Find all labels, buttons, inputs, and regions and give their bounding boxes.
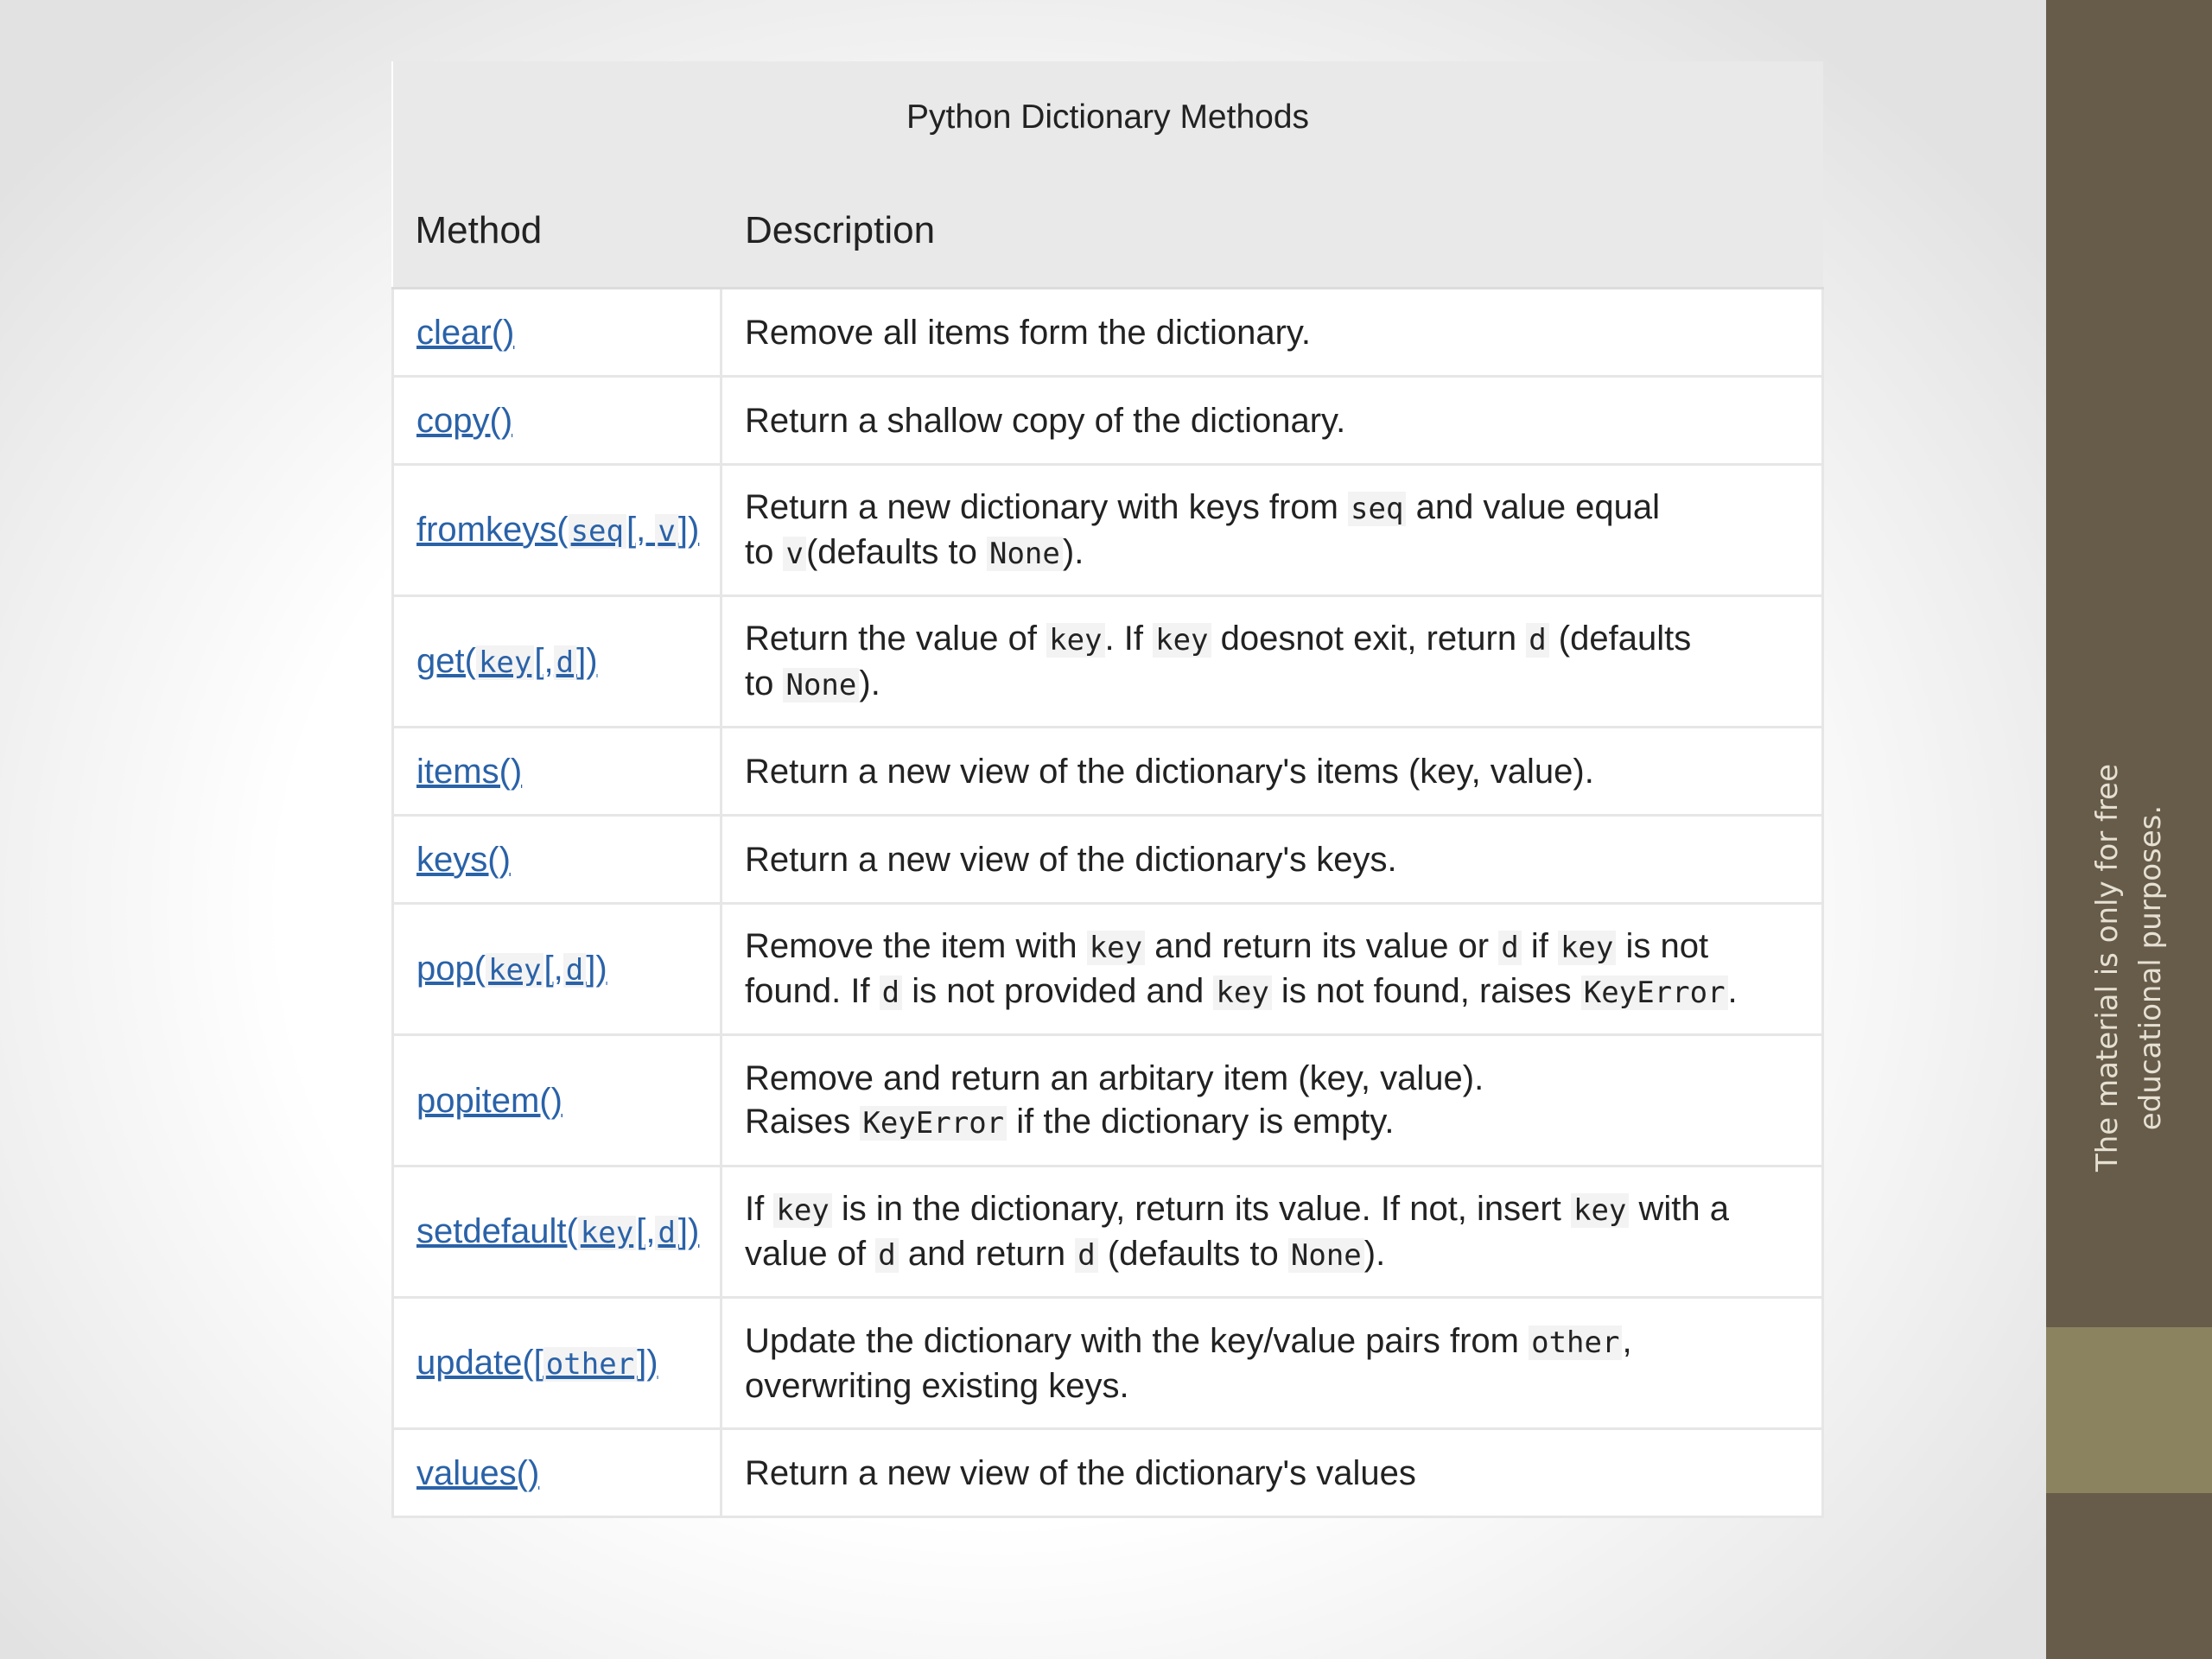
method-param: d [655, 1216, 677, 1250]
table-caption-row [393, 61, 1823, 174]
method-param: key [578, 1216, 636, 1250]
inline-code: d [1498, 931, 1521, 965]
method-name-part: popitem() [416, 1081, 563, 1120]
inline-code: d [875, 1238, 898, 1273]
method-cell [393, 289, 721, 377]
method-name-part: items() [416, 752, 523, 791]
method-cell [393, 465, 721, 596]
method-cell [393, 728, 721, 816]
description-text: is in the dictionary, return its value. If not, insert [831, 1189, 1571, 1228]
sidebar-accent-block [2046, 1327, 2212, 1493]
description-text: to [745, 532, 784, 571]
description-text: Return a shallow copy of the dictionary. [745, 401, 1346, 440]
table-row [393, 289, 1823, 377]
description-text: If [745, 1189, 774, 1228]
inline-code: seq [1348, 492, 1406, 526]
description-line [745, 531, 1799, 575]
method-name-part: ]) [586, 949, 607, 988]
method-link[interactable] [416, 1212, 699, 1250]
description-cell [721, 377, 1823, 465]
method-link[interactable] [416, 753, 522, 791]
description-cell [721, 465, 1823, 596]
method-name-part: keys() [416, 840, 511, 879]
description-text: is not found, raises [1271, 971, 1581, 1010]
description-cell [721, 904, 1823, 1035]
description-line [745, 1187, 1799, 1232]
description-line [745, 925, 1799, 969]
sidebar-disclaimer-text: The material is only for free educational purposes. [2090, 763, 2168, 1173]
method-name-part: ]) [576, 641, 598, 680]
description-text: Remove and return an arbitary item (key, value). [745, 1058, 1484, 1097]
description-cell [721, 596, 1823, 728]
description-text: . If [1104, 619, 1154, 658]
table-row [393, 1298, 1823, 1429]
description-line [745, 1319, 1799, 1364]
description-line [745, 399, 1799, 442]
methods-table [391, 61, 1824, 1518]
method-name-part: ]) [677, 510, 700, 549]
description-line [745, 1452, 1799, 1495]
method-link[interactable] [416, 511, 699, 549]
description-cell [721, 1298, 1823, 1429]
method-link[interactable] [416, 1454, 539, 1492]
inline-code: KeyError [1581, 976, 1728, 1010]
description-text: Return a new view of the dictionary's values [745, 1453, 1416, 1492]
method-link[interactable] [416, 314, 514, 352]
method-link[interactable] [416, 1082, 563, 1120]
description-text: , [1622, 1321, 1632, 1360]
method-column-header: Method [393, 174, 721, 289]
inline-code: key [1571, 1193, 1629, 1228]
inline-code: d [1075, 1238, 1097, 1273]
table-row [393, 1166, 1823, 1298]
description-text: ). [1062, 532, 1084, 571]
description-text: to [745, 664, 784, 702]
description-line [745, 750, 1799, 793]
method-name-part: copy() [416, 401, 513, 440]
description-line [745, 311, 1799, 354]
table-row [393, 1429, 1823, 1517]
description-cell [721, 1166, 1823, 1298]
inline-code: KeyError [860, 1106, 1007, 1141]
description-text: Return a new view of the dictionary's items (key, value). [745, 752, 1594, 791]
method-name-part: ]) [677, 1211, 700, 1250]
method-link[interactable] [416, 950, 607, 988]
description-text: found. If [745, 971, 880, 1010]
description-text: Update the dictionary with the key/value pairs from [745, 1321, 1529, 1360]
right-sidebar-band [2046, 0, 2212, 1659]
description-text: (defaults [1548, 619, 1692, 658]
method-cell [393, 1298, 721, 1429]
description-text: Return a new dictionary with keys from [745, 487, 1349, 526]
table-header-row [393, 174, 1823, 289]
table-row [393, 596, 1823, 728]
table-row [393, 816, 1823, 904]
method-link[interactable] [416, 642, 598, 680]
description-cell [721, 816, 1823, 904]
method-name-part: ]) [637, 1343, 658, 1382]
description-text: with a [1629, 1189, 1729, 1228]
method-name-part: setdefault( [416, 1211, 578, 1250]
description-text: Raises [745, 1102, 861, 1141]
method-name-part: fromkeys( [416, 510, 569, 549]
method-name-part: [, [626, 510, 656, 549]
inline-code: key [773, 1193, 831, 1228]
description-text: is not provided and [902, 971, 1214, 1010]
description-text: Return a new view of the dictionary's keys. [745, 840, 1397, 879]
table-body [393, 289, 1823, 1517]
description-text: value of [745, 1234, 876, 1273]
inline-code: d [1526, 623, 1548, 658]
inline-code: key [1558, 931, 1616, 965]
method-name-part: [, [534, 641, 554, 680]
table-row [393, 728, 1823, 816]
table-row [393, 377, 1823, 465]
description-line [745, 969, 1799, 1014]
description-line [745, 617, 1799, 662]
inline-code: None [987, 537, 1063, 571]
description-text: Return the value of [745, 619, 1047, 658]
description-text: and return its value or [1145, 926, 1499, 965]
method-name-part: values() [416, 1453, 540, 1492]
description-text: overwriting existing keys. [745, 1366, 1129, 1405]
method-name-part: update([ [416, 1343, 543, 1382]
description-text: if the dictionary is empty. [1007, 1102, 1395, 1141]
method-param: key [476, 645, 534, 680]
method-param: d [563, 953, 586, 988]
table-row [393, 904, 1823, 1035]
method-cell [393, 904, 721, 1035]
method-cell [393, 816, 721, 904]
method-name-part: get( [416, 641, 476, 680]
description-text: doesnot exit, return [1211, 619, 1527, 658]
description-line [745, 1057, 1799, 1100]
description-text: if [1521, 926, 1558, 965]
inline-code: d [880, 976, 902, 1010]
table-title: Python Dictionary Methods [393, 61, 1823, 174]
table-row [393, 465, 1823, 596]
inline-code: other [1529, 1325, 1622, 1360]
method-param: key [486, 953, 543, 988]
description-line [745, 662, 1799, 707]
method-name-part: pop( [416, 949, 486, 988]
method-link[interactable] [416, 1344, 658, 1382]
inline-code: key [1087, 931, 1145, 965]
inline-code: None [783, 668, 859, 702]
method-name-part: [, [636, 1211, 656, 1250]
method-param: v [655, 514, 677, 549]
inline-code: v [783, 537, 805, 571]
description-line [745, 838, 1799, 881]
table-row [393, 1035, 1823, 1166]
inline-code: key [1153, 623, 1211, 658]
description-cell [721, 289, 1823, 377]
description-text: ). [1363, 1234, 1386, 1273]
method-param: seq [569, 514, 626, 549]
description-text: and return [898, 1234, 1076, 1273]
method-link[interactable] [416, 402, 512, 440]
description-line [745, 1232, 1799, 1277]
description-line [745, 486, 1799, 531]
description-text: ). [859, 664, 880, 702]
description-text: (defaults to [1097, 1234, 1288, 1273]
description-text: . [1727, 971, 1738, 1010]
description-text: Remove the item with [745, 926, 1087, 965]
description-column-header: Description [721, 174, 1823, 289]
inline-code: key [1213, 976, 1271, 1010]
method-cell [393, 1166, 721, 1298]
method-param: d [554, 645, 576, 680]
method-name-part: [, [543, 949, 563, 988]
description-line [745, 1100, 1799, 1145]
method-cell [393, 1429, 721, 1517]
description-line [745, 1364, 1799, 1408]
description-text: and value equal [1406, 487, 1661, 526]
inline-code: key [1046, 623, 1104, 658]
method-name-part: clear() [416, 313, 515, 352]
method-cell [393, 377, 721, 465]
method-link[interactable] [416, 841, 511, 879]
description-text: Remove all items form the dictionary. [745, 313, 1312, 352]
methods-table-container [391, 61, 1821, 1518]
description-cell [721, 1035, 1823, 1166]
description-text: (defaults to [805, 532, 987, 571]
method-cell [393, 1035, 721, 1166]
description-text: is not [1616, 926, 1709, 965]
method-cell [393, 596, 721, 728]
description-cell [721, 728, 1823, 816]
inline-code: None [1288, 1238, 1364, 1273]
description-cell [721, 1429, 1823, 1517]
method-param: other [543, 1347, 637, 1382]
